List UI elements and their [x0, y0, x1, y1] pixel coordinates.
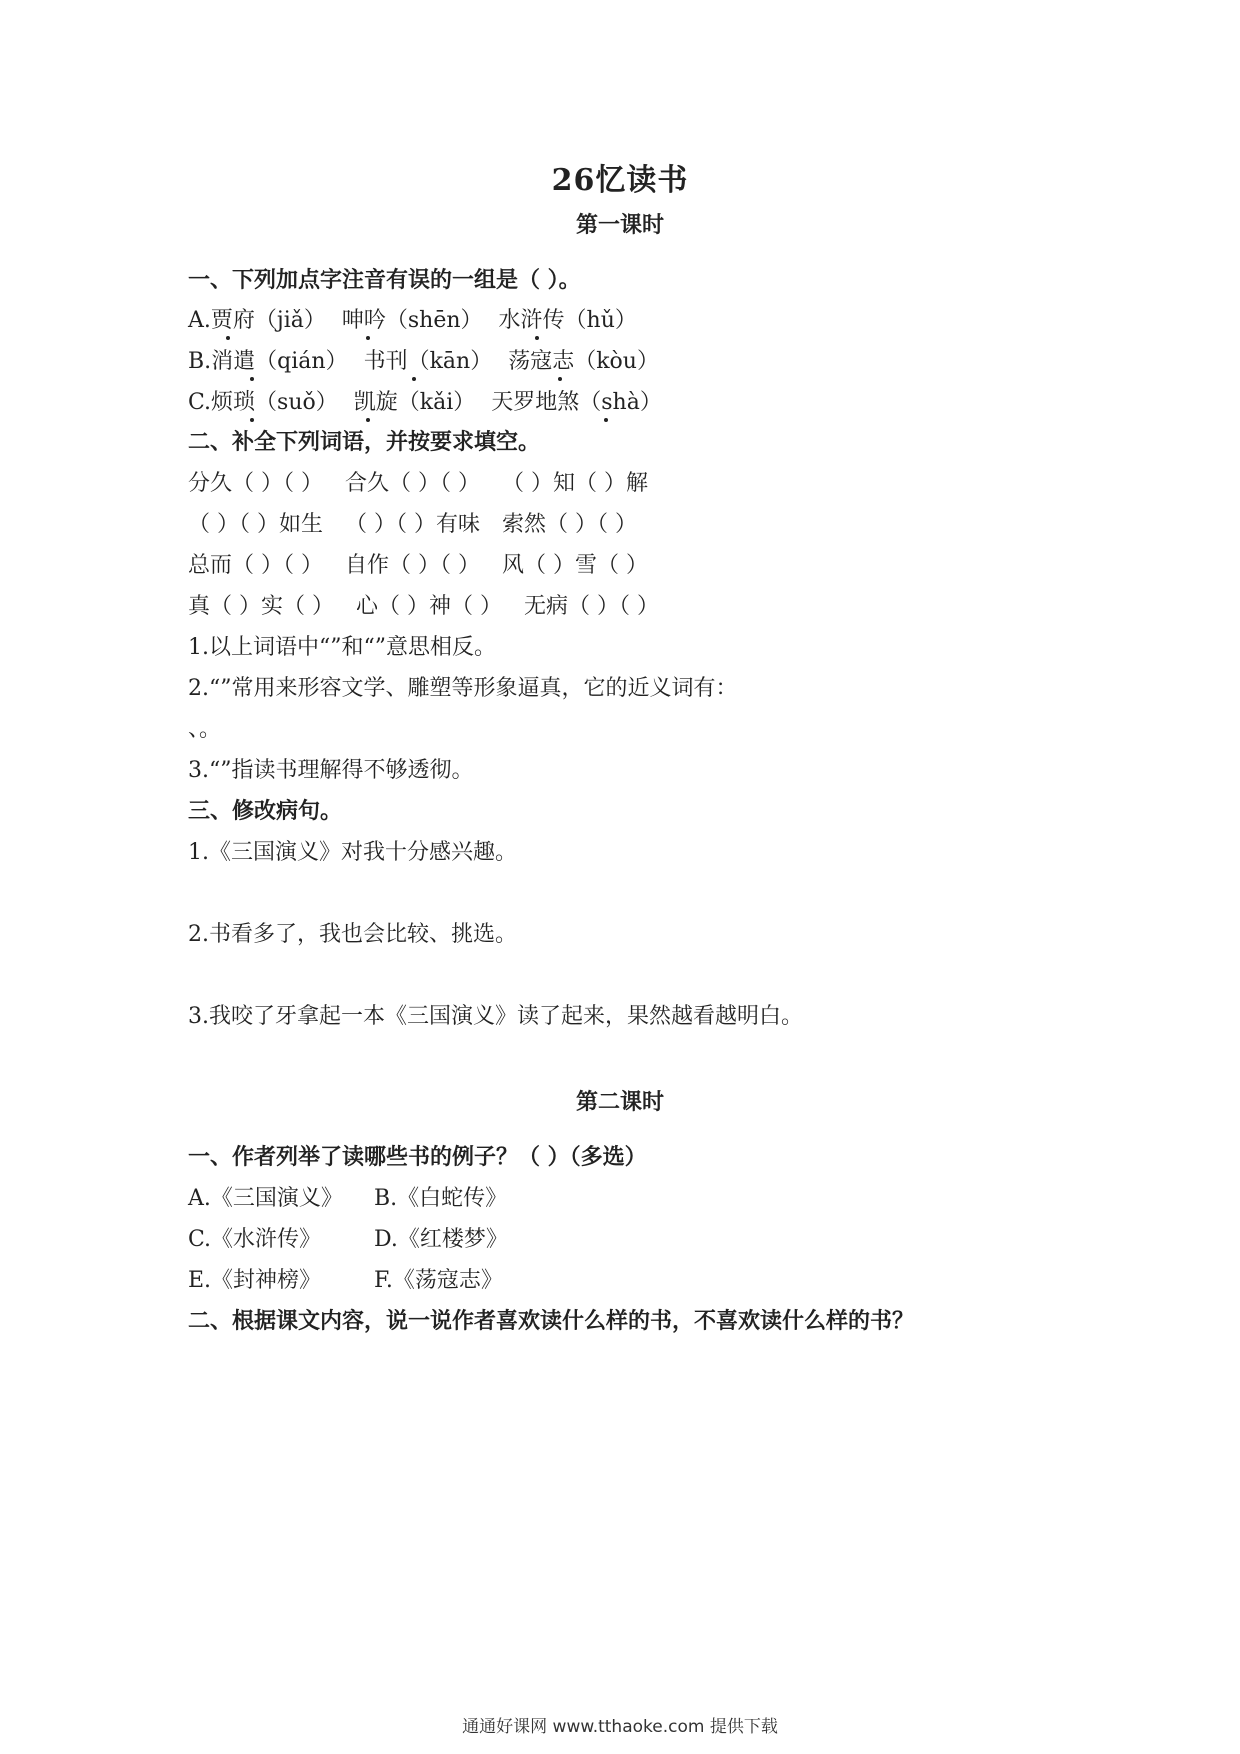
lesson1-q1-heading: 一、下列加点字注音有误的一组是（ ）。: [188, 268, 581, 293]
book-option: E.《封神榜》: [188, 1268, 322, 1293]
option-item: 水浒传（hǔ）: [498, 308, 637, 333]
option-item: 天罗地煞（shà）: [491, 390, 662, 415]
option-item: 贾府（jiǎ）: [210, 308, 326, 333]
emphasis-dot: [226, 336, 230, 340]
lesson1-q3-heading: 三、修改病句。: [188, 799, 343, 824]
word-item: 风（ ）雪（ ）: [502, 553, 648, 578]
book-option: F.《荡寇志》: [374, 1268, 503, 1293]
option-c-row: [188, 388, 678, 418]
word-item: 无病（ ）（ ）: [524, 594, 659, 619]
emphasis-dot: [366, 418, 370, 422]
book-option: A.《三国演义》: [188, 1186, 343, 1211]
sentence-item: 3.我咬了牙拿起一本《三国演义》读了起来，果然越看越明白。: [188, 1004, 803, 1029]
word-item: 索然（ ）（ ）: [502, 512, 637, 537]
word-item: 分久（ ）（ ）: [188, 471, 323, 496]
word-row: [188, 469, 670, 499]
word-item: （ ）（ ）如生: [188, 512, 323, 537]
emphasis-dot: [558, 377, 562, 381]
book-option-row: [188, 1225, 560, 1255]
sentence-item: 1.《三国演义》对我十分感兴趣。: [188, 840, 517, 865]
word-row: [188, 551, 670, 581]
lesson1-label: 第一课时: [575, 212, 664, 238]
page-footer: 通通好课网 www.tthaoke.com 提供下载: [462, 1717, 778, 1737]
book-option-row: [188, 1266, 560, 1296]
lesson1-q2-sub2b: 、。: [188, 717, 222, 742]
lesson1-q2-heading: 二、补全下列词语，并按要求填空。: [188, 430, 541, 455]
emphasis-dot: [250, 418, 254, 422]
emphasis-dot: [412, 377, 416, 381]
page-title: 26忆读书: [551, 163, 689, 198]
lesson2-q1-heading: 一、作者列举了读哪些书的例子？（ ）（多选）: [188, 1145, 647, 1170]
book-option: C.《水浒传》: [188, 1227, 322, 1252]
option-prefix: C.: [188, 390, 212, 415]
book-option: B.《白蛇传》: [374, 1186, 508, 1211]
lesson2-q2-heading: 二、根据课文内容，说一说作者喜欢读什么样的书，不喜欢读什么样的书？: [188, 1309, 915, 1334]
word-row: [188, 510, 659, 540]
word-item: 合久（ ）（ ）: [345, 471, 480, 496]
option-prefix: B.: [188, 349, 212, 374]
option-b-row: [188, 347, 675, 377]
option-item: 消遣（qián）: [211, 349, 348, 374]
option-a-row: [188, 306, 653, 336]
word-item: （ ）（ ）有味: [345, 512, 480, 537]
book-option-row: [188, 1184, 560, 1214]
lesson1-q2-sub3: 3.“”指读书理解得不够透彻。: [188, 758, 474, 783]
word-item: 真（ ）实（ ）: [188, 594, 334, 619]
lesson2-label: 第二课时: [575, 1089, 664, 1115]
option-item: 烦琐（suǒ）: [211, 390, 338, 415]
word-item: 总而（ ）（ ）: [188, 553, 323, 578]
option-item: 书刊（kān）: [363, 349, 493, 374]
emphasis-dot: [604, 418, 608, 422]
book-option: D.《红楼梦》: [374, 1227, 508, 1252]
emphasis-dot: [535, 336, 539, 340]
emphasis-dot: [366, 336, 370, 340]
sentence-item: 2.书看多了，我也会比较、挑选。: [188, 922, 517, 947]
word-row: [188, 592, 681, 622]
word-item: 心（ ）神（ ）: [356, 594, 502, 619]
option-item: 荡寇志（kòu）: [508, 349, 659, 374]
word-item: （ ）知（ ）解: [502, 471, 648, 496]
option-item: 凯旋（kǎi）: [353, 390, 476, 415]
lesson1-q2-sub2: 2.“”常用来形容文学、雕塑等形象逼真，它的近义词有：: [188, 676, 738, 701]
option-item: 呻吟（shēn）: [341, 308, 483, 333]
option-prefix: A.: [188, 308, 211, 333]
word-item: 自作（ ）（ ）: [345, 553, 480, 578]
emphasis-dot: [250, 377, 254, 381]
lesson1-q2-sub1: 1.以上词语中“”和“”意思相反。: [188, 635, 496, 660]
